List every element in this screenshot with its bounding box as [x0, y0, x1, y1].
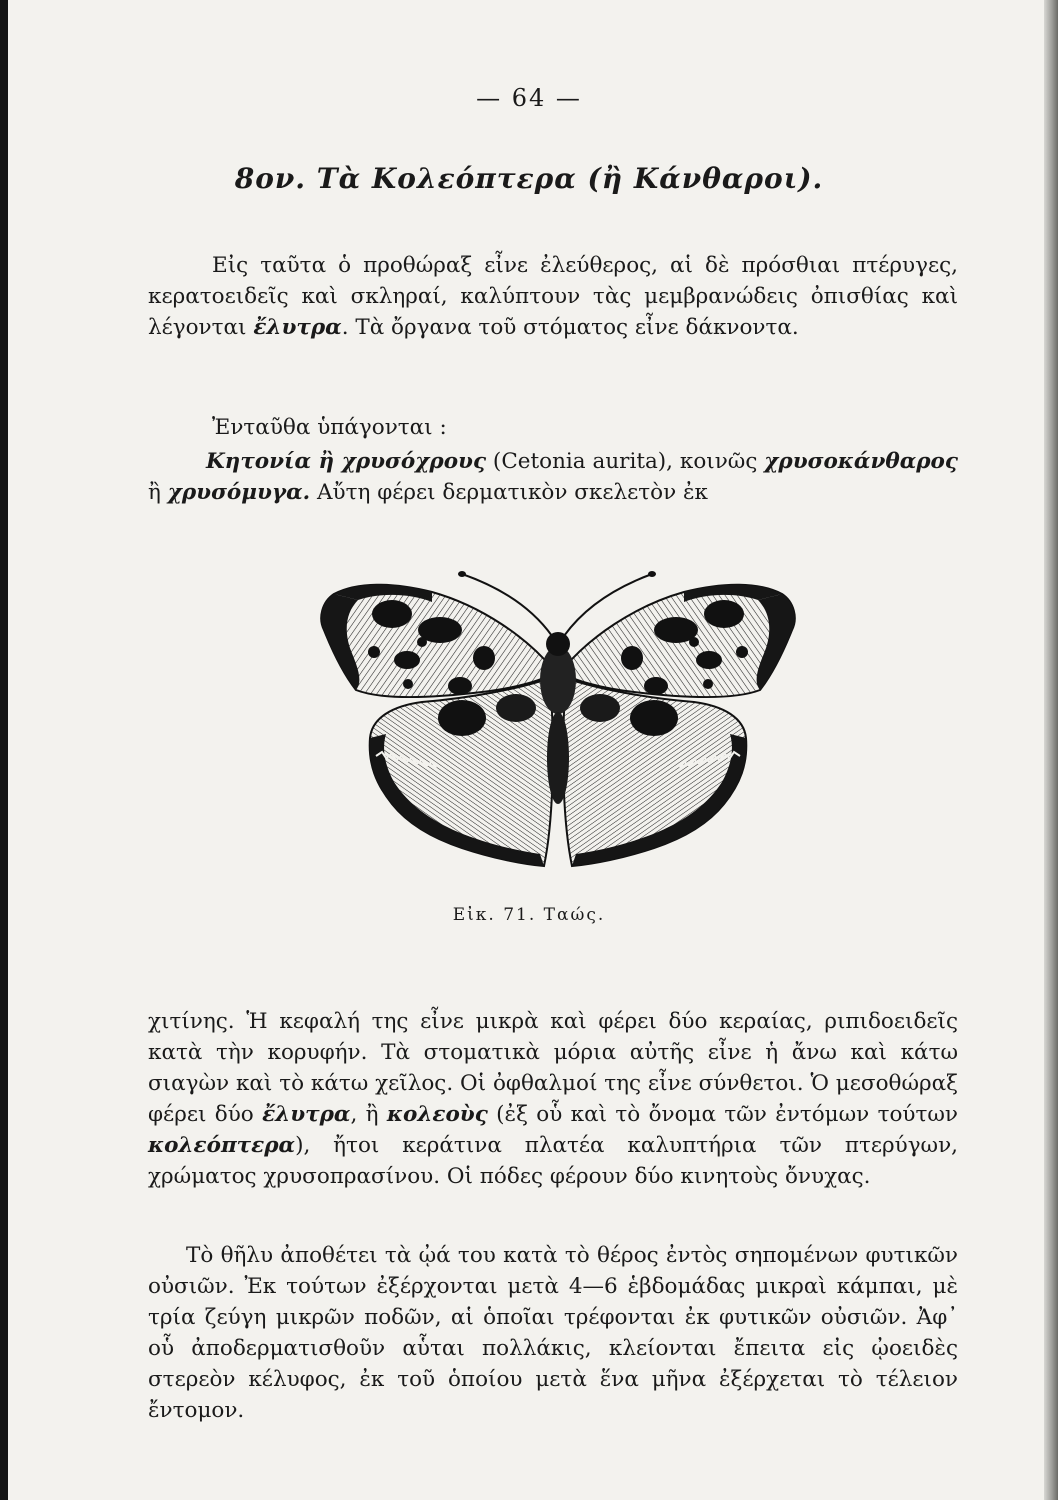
page-edge-right: [1044, 0, 1058, 1500]
paragraph-lifecycle: Τὸ θῆλυ ἀποθέτει τὰ ᾠά του κατὰ τὸ θέρος ἐντὸς σηπομένων φυτικῶν οὐσιῶν. Ἐκ τούτων ἐξέρχονται μετὰ 4—6 ἑβδομάδας μικραὶ κάμπαι, μὲ τρία ζεύγη μικρῶν ποδῶν, αἱ ὁποῖαι τρέφονται ἐκ φυτικῶν οὐσιῶν. Ἀφ᾽ οὗ ἀποδερματισθοῦν αὗται πολλάκις, κλείονται ἔπειτα εἰς ᾠοειδὲς στερεὸν κέλυφος, ἐκ τοῦ ὁποίου μετὰ ἕνα μῆνα ἐξέρχεται τὸ τέλειον ἔντομον.: [148, 1242, 958, 1423]
term-koleous: κολεοὺς: [386, 1101, 488, 1127]
para4-text-c: (ἐξ οὗ καὶ τὸ ὄνομα τῶν ἐντόμων τούτων: [487, 1101, 958, 1127]
page-edge-left: [0, 0, 8, 1500]
para4-text-a: χιτίνης. Ἡ κεφαλή της εἶνε μικρὰ καὶ φέρει δύο κεραίας, ριπιδοειδεῖς κατὰ τὴν κορυφήν. Τὰ στοματικὰ μόρια αὐτῆς εἶνε ἡ ἄνω καὶ κάτω σιαγὼν καὶ τὸ κάτω χεῖλος. Οἱ ὀφθαλμοί της εἶνε σύνθετοι. Ὁ μεσοθώραξ φέρει δύο: [148, 1008, 958, 1127]
page-number: — 64 —: [476, 84, 582, 112]
butterfly-illustration: [312, 568, 804, 888]
term-elytra-2: ἔλυτρα: [262, 1101, 351, 1127]
para3-text-a: (Cetonia aurita), κοινῶς: [486, 448, 765, 474]
para4-text-b: , ἢ: [350, 1101, 387, 1127]
para1-text-b: . Τὰ ὄργανα τοῦ στόματος εἶνε δάκνοντα.: [341, 314, 799, 340]
para3-text-b: ἢ: [148, 479, 168, 505]
term-elytra: ἔλυτρα: [253, 314, 342, 340]
para3-text-c: Αὔτη φέρει δερματικὸν σκελετὸν ἐκ: [310, 479, 708, 505]
figure-caption: Εἰκ. 71. Ταώς.: [452, 905, 606, 925]
term-koleoptera: κολεόπτερα: [148, 1132, 296, 1158]
para1-text-a: Εἰς ταῦτα ὁ προθώραξ εἶνε ἐλεύθερος, αἱ δὲ πρόσθιαι πτέρυγες, κερατοειδεῖς καὶ σκληραί, καλύπτουν τὰς μεμβρανώδεις ὀπισθίας καὶ λέγονται: [148, 252, 958, 340]
paragraph-subheading: Ἐνταῦθα ὑπάγονται :: [212, 414, 447, 440]
term-chrysokantharos: χρυσοκάνθαρος: [764, 448, 958, 474]
paragraph-intro: [148, 250, 958, 343]
term-chrysomyga: χρυσόμυγα.: [167, 479, 311, 505]
paragraph-anatomy: [148, 1006, 958, 1192]
para4-text-d: ), ἤτοι κεράτινα πλατέα καλυπτήρια τῶν πτερύγων, χρώματος χρυσοπρασίνου. Οἱ πόδες φέρουν δύο κινητοὺς ὄνυχας.: [148, 1132, 958, 1189]
paragraph-cetonia: [148, 446, 958, 508]
section-title: 8ον. Τὰ Κολεόπτερα (ἢ Κάνθαροι).: [234, 162, 824, 195]
term-cetonia: Κητονία ἢ χρυσόχρους: [206, 448, 487, 474]
